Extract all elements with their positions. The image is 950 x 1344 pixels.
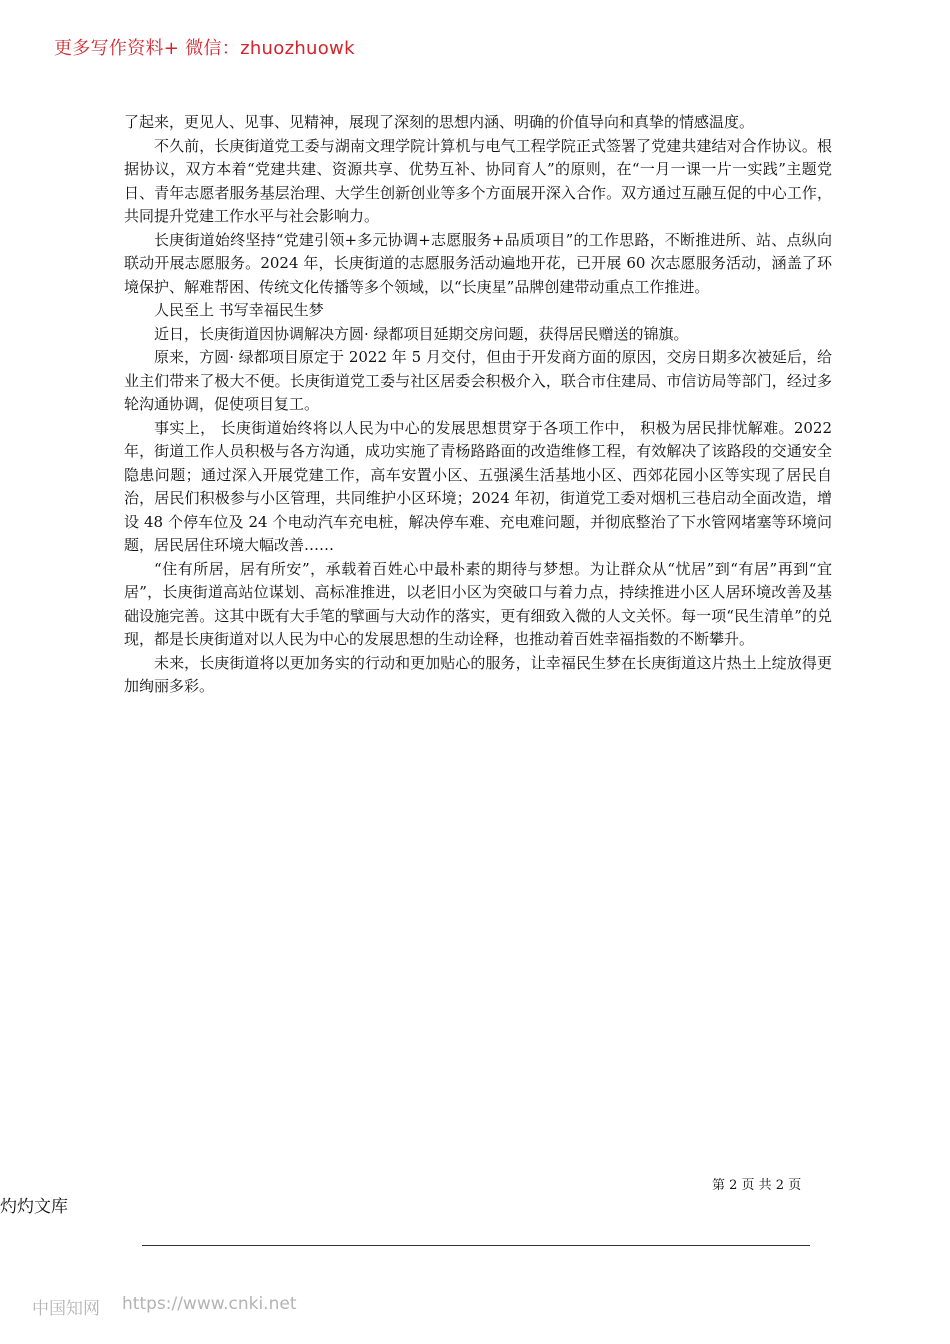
promo-banner: 更多写作资料+ 微信：zhuozhuowk	[54, 38, 355, 59]
paragraph: “住有所居，居有所安”，承载着百姓心中最朴素的期待与梦想。为让群众从“忧居”到“有居”再到“宜居”，长庚街道高站位谋划、高标准推进，以老旧小区为突破口与着力点，持续推进小区人居环境改善及基础设施完善。这其中既有大手笔的擘画与大动作的落实，更有细致入微的人文关怀。每一项“民生清单”的兑现，都是长庚街道对以人民为中心的发展思想的生动诠释，也推动着百姓幸福指数的不断攀升。	[124, 559, 832, 648]
paragraph: 未来，长庚街道将以更加务实的行动和更加贴心的服务，让幸福民生梦在长庚街道这片热土上绽放得更加绚丽多彩。	[124, 653, 832, 695]
brand-name: 灼灼文库	[0, 1197, 68, 1217]
paragraph: 了起来，更见人、见事、见精神，展现了深刻的思想内涵、明确的价值导向和真挚的情感温度。	[124, 113, 755, 131]
cnki-watermark	[32, 1294, 296, 1319]
paragraph: 不久前，长庚街道党工委与湖南文理学院计算机与电气工程学院正式签署了党建共建结对合作协议。根据协议，双方本着“党建共建、资源共享、优势互补、协同育人”的原则，在“一月一课一片一实践”主题党日、青年志愿者服务基层治理、大学生创新创业等多个方面展开深入合作。双方通过互融互促的中心工作，共同提升党建工作水平与社会影响力。	[124, 136, 832, 225]
page-number: 第 2 页 共 2 页	[712, 1178, 802, 1193]
paragraph: 长庚街道始终坚持“党建引领+多元协调+志愿服务+品质项目”的工作思路，不断推进所、站、点纵向联动开展志愿服务。2024 年，长庚街道的志愿服务活动遍地开花，已开展 60 次志愿服务活动，涵盖了环境保护、解难帮困、传统文化传播等多个领域，以“长庚星”品牌创建带动重点工作推进。	[124, 230, 832, 296]
paragraph: 原来，方圆· 绿都项目原定于 2022 年 5 月交付，但由于开发商方面的原因，交房日期多次被延后，给业主们带来了极大不便。长庚街道党工委与社区居委会积极介入，联合市住建局、市信访局等部门，经过多轮沟通协调，促使项目复工。	[124, 348, 832, 413]
article-body	[124, 111, 832, 699]
paragraph: 事实上， 长庚街道始终将以人民为中心的发展思想贯穿于各项工作中， 积极为居民排忧解难。2022 年，街道工作人员积极与各方沟通，成功实施了青杨路路面的改造维修工程，有效解决了该路段的交通安全隐患问题；通过深入开展党建工作，高车安置小区、五强溪生活基地小区、西郊花园小区等实现了居民自治，居民们积极参与小区管理，共同维护小区环境；2024 年初，街道党工委对烟机三巷启动全面改造，增设 48 个停车位及 24 个电动汽车充电桩，解决停车难、充电难问题，并彻底整治了下水管网堵塞等环境问题，居民居住环境大幅改善……	[124, 418, 832, 554]
watermark-url: https://www.cnki.net	[122, 1294, 297, 1314]
footer-divider	[142, 1245, 810, 1246]
watermark-name: 中国知网	[32, 1299, 100, 1319]
section-heading: 人民至上 书写幸福民生梦	[154, 301, 324, 319]
paragraph: 近日，长庚街道因协调解决方圆· 绿都项目延期交房问题，获得居民赠送的锦旗。	[154, 324, 689, 343]
